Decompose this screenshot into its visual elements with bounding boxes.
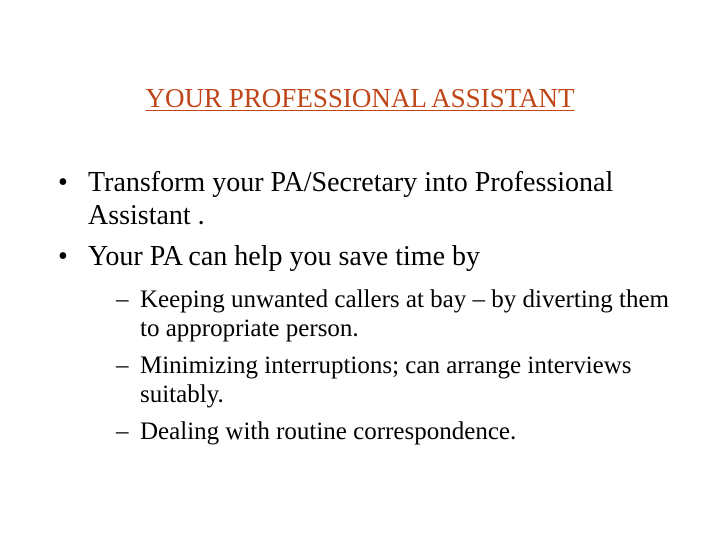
sub-bullet-item xyxy=(116,285,678,343)
sub-bullet-list xyxy=(116,285,678,446)
sub-bullet-text: Dealing with routine correspondence. xyxy=(140,418,517,445)
bullet-text: Your PA can help you save time by xyxy=(88,241,480,272)
dash-marker: – xyxy=(116,286,129,313)
bullet-text: Transform your PA/Secretary into Professional Assistant . xyxy=(88,167,614,231)
bullet-item xyxy=(58,240,678,273)
sub-bullet-item xyxy=(116,351,678,409)
dash-marker: – xyxy=(116,418,129,445)
slide-title: YOUR PROFESSIONAL ASSISTANT xyxy=(145,83,575,113)
sub-bullet-text: Minimizing interruptions; can arrange interviews suitably. xyxy=(140,352,632,408)
bullet-item xyxy=(58,166,678,232)
bullet-marker: • xyxy=(58,167,68,198)
bullet-list xyxy=(58,166,678,454)
sub-bullet-text: Keeping unwanted callers at bay – by diverting them to appropriate person. xyxy=(140,286,670,342)
dash-marker: – xyxy=(116,352,129,379)
sub-bullet-item xyxy=(116,417,678,446)
bullet-marker: • xyxy=(58,241,68,272)
